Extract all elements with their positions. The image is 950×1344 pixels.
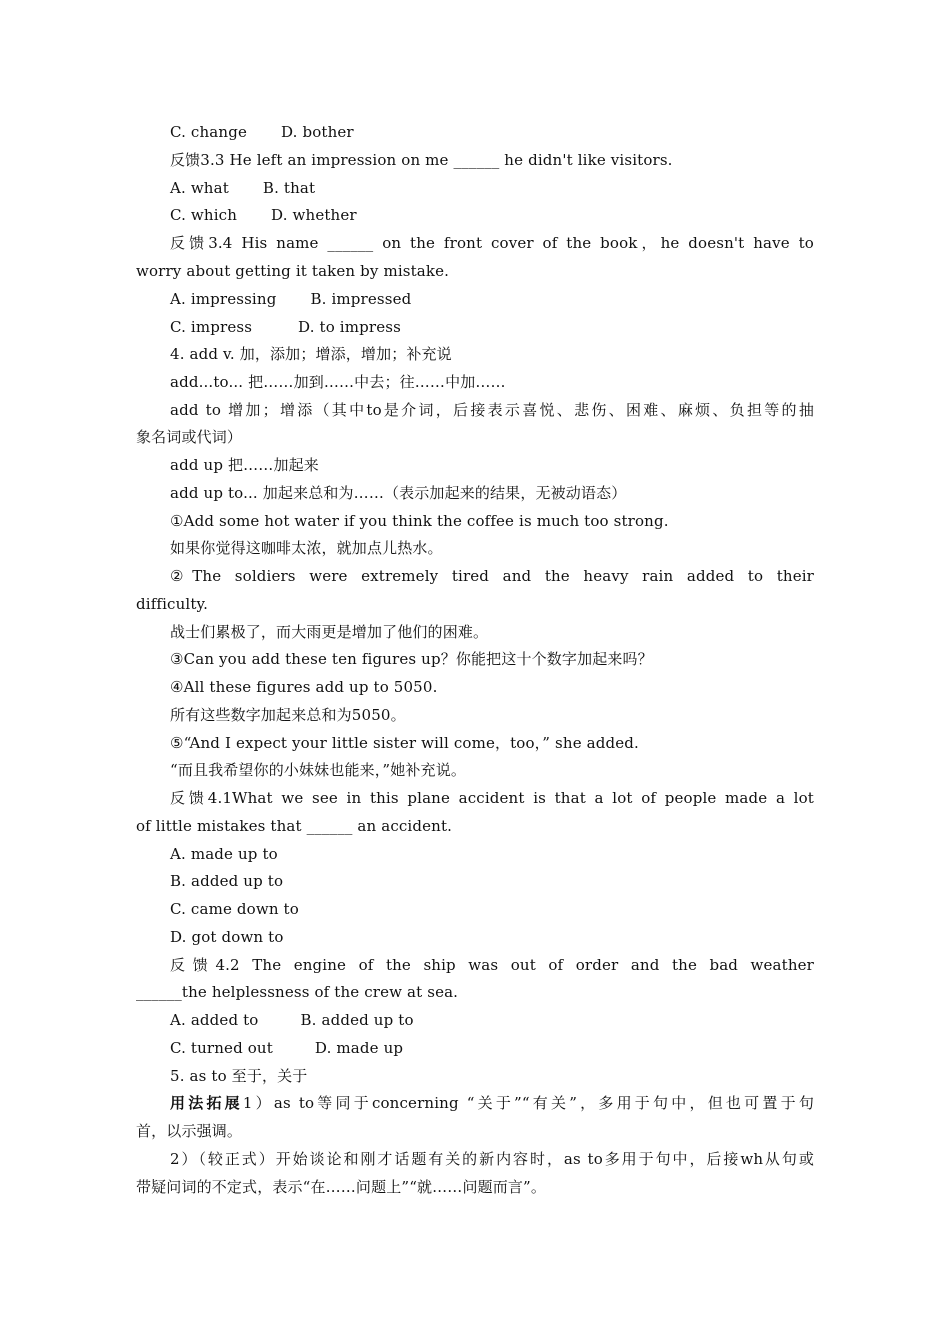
option-c: C. impress [170, 318, 253, 336]
option-a: A. added to [170, 1011, 259, 1029]
option-d: D. to impress [298, 318, 401, 336]
phrase-add-up: add up 把……加起来 [170, 456, 319, 474]
option-b: B. impressed [310, 290, 412, 308]
usage-note-2-cont: 带疑问词的不定式，表示“在……问题上”“就……问题而言”。 [136, 1178, 547, 1196]
question-3-4-line2: worry about getting it taken by mistake. [136, 262, 450, 280]
example-2-cont: difficulty. [136, 595, 209, 613]
example-4-translation: 所有这些数字加起来总和为5050。 [170, 706, 406, 724]
option-line [0, 1035, 950, 1062]
option-a: A. made up to [170, 845, 278, 863]
option-d: D. whether [271, 206, 357, 224]
usage-note-2: 2）（较正式）开始谈论和刚才话题有关的新内容时，as to多用于句中，后接wh从句或 [170, 1150, 814, 1168]
question-4-2-cont: ______the helplessness of the crew at sea. [136, 983, 459, 1001]
example-5-translation: “而且我希望你的小妹妹也能来，”她补充说。 [170, 761, 466, 779]
option-d: D. made up [314, 1039, 404, 1057]
option-c: C. turned out [170, 1039, 273, 1057]
usage-note-1-cont: 首，以示强调。 [136, 1122, 243, 1140]
option-a: A. impressing [170, 290, 277, 308]
option-line [0, 286, 950, 313]
usage-note-1: 用法拓展1）as to等同于concerning “关于”“有关”，多用于句中，但也可置于句 [170, 1094, 814, 1112]
option-line [0, 175, 950, 202]
question-3-4 [0, 230, 950, 257]
example-2: ②The soldiers were extremely tired and the heavy rain added to their [170, 567, 814, 585]
phrase-add-up-to: add up to... 加起来总和为……（表示加起来的结果，无被动语态） [170, 484, 627, 502]
option-c: C. which [170, 206, 238, 224]
option-b: B. added up to [170, 872, 284, 890]
question-4-1-cont: of little mistakes that ______ an accident. [136, 817, 453, 835]
option-line [0, 119, 950, 146]
question-4-2: 反馈4.2 The engine of the ship was out of order and the bad weather [170, 956, 814, 974]
section-5-heading: 5. as to 至于，关于 [170, 1067, 308, 1085]
option-c: C. change [170, 123, 247, 141]
example-1-translation: 如果你觉得这咖啡太浓，就加点儿热水。 [170, 539, 443, 557]
phrase-add-to-note-cont: 象名词或代词） [136, 428, 243, 446]
example-3: ③Can you add these ten figures up？你能把这十个数字加起来吗？ [170, 650, 653, 668]
phrase-add-to-note: add to 增加；增添（其中to是介词，后接表示喜悦、悲伤、困难、麻烦、负担等的抽 [170, 401, 814, 419]
option-c: C. came down to [170, 900, 299, 918]
example-2-translation: 战士们累极了，而大雨更是增加了他们的困难。 [170, 623, 489, 641]
option-b: B. added up to [300, 1011, 414, 1029]
example-5: ⑤“And I expect your little sister will come，too，” she added. [170, 734, 639, 752]
usage-heading: 用法拓展 [170, 1094, 243, 1112]
option-line [0, 314, 950, 341]
example-4: ④All these figures add up to 5050. [170, 678, 438, 696]
option-a: A. what [170, 179, 229, 197]
option-line [0, 1007, 950, 1034]
option-b: B. that [262, 179, 316, 197]
section-4-heading: 4. add v. 加，添加；增添，增加；补充说 [170, 345, 452, 363]
example-1: ①Add some hot water if you think the coffee is much too strong. [170, 512, 669, 530]
question-3-4-line1: 反馈3.4 His name ______ on the front cover of the book，he doesn't have to [170, 234, 814, 252]
question-4-1: 反馈4.1What we see in this plane accident is that a lot of people made a lot [170, 789, 814, 807]
option-line [0, 202, 950, 229]
question-3-3: 反馈3.3 He left an impression on me ______ he didn't like visitors. [170, 151, 673, 169]
option-d: D. got down to [170, 928, 284, 946]
option-d: D. bother [280, 123, 354, 141]
phrase-add-to: add...to... 把……加到……中去；往……中加…… [170, 373, 506, 391]
